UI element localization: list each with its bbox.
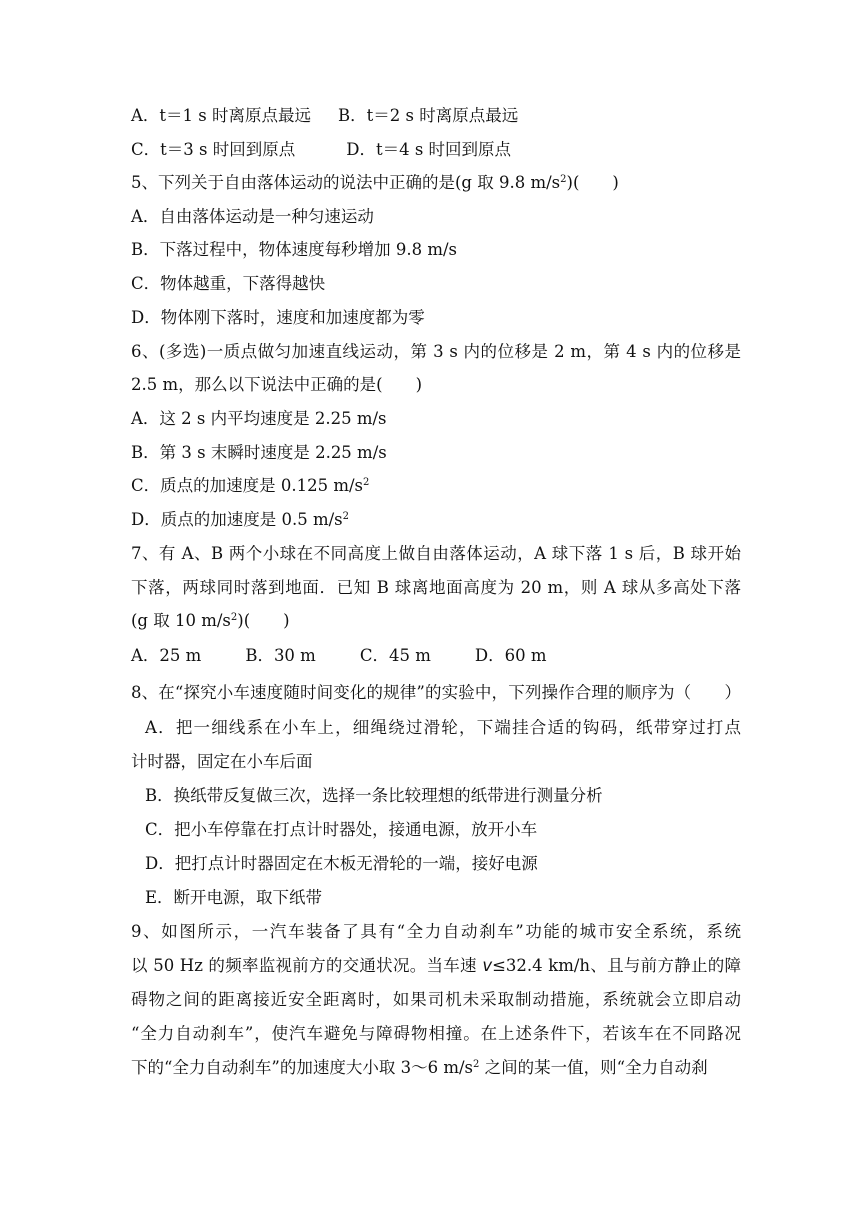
q7-stem-line-3-bracket: )( ) <box>237 611 290 630</box>
q6-option-c <box>131 476 741 496</box>
q6-option-d <box>131 510 741 530</box>
q6-stem-line-1: 6、(多选)一质点做匀加速直线运动，第 3 s 内的位移是 2 m，第 4 s 内的位移是 <box>131 342 741 361</box>
q6-option-d-text: D．质点的加速度是 0.5 m/s <box>131 510 343 529</box>
q5-stem <box>131 173 741 193</box>
q4-options-row-2 <box>131 140 741 160</box>
q5-option-a: A．自由落体运动是一种匀速运动 <box>131 207 374 226</box>
q4-option-a: A．t＝1 s 时离原点最远 <box>131 106 312 125</box>
q5-option-b: B．下落过程中，物体速度每秒增加 9.8 m/s <box>131 240 458 259</box>
q9-line-3: 碍物之间的距离接近安全距离时，如果司机未采取制动措施，系统就会立即启动 <box>131 990 741 1009</box>
q7-stem-line-3 <box>131 611 741 631</box>
q7-option-b: B．30 m <box>245 646 316 665</box>
q9-line-1: 9、如图所示，一汽车装备了具有“全力自动刹车”功能的城市安全系统，系统 <box>131 922 741 941</box>
q6-option-b: B．第 3 s 末瞬时速度是 2.25 m/s <box>131 443 387 462</box>
q7-option-c: C．45 m <box>359 646 431 665</box>
q8-option-d: D．把打点计时器固定在木板无滑轮的一端，接好电源 <box>145 854 538 873</box>
q7-options-row <box>131 646 741 666</box>
q7-stem-line-1: 7、有 A、B 两个小球在不同高度上做自由落体运动，A 球下落 1 s 后，B 球开始 <box>131 544 741 563</box>
q8-option-c: C．把小车停靠在打点计时器处，接通电源，放开小车 <box>145 820 538 839</box>
q7-stem-line-3-sup: 2 <box>230 612 238 623</box>
q4-option-d: D．t＝4 s 时回到原点 <box>346 140 512 159</box>
q9-line-5-sup: 2 <box>473 1059 480 1070</box>
q6-option-a: A．这 2 s 内平均速度是 2.25 m/s <box>131 409 387 428</box>
q8-stem: 8、在“探究小车速度随时间变化的规律”的实验中，下列操作合理的顺序为（ ） <box>131 683 741 702</box>
q8-option-b: B．换纸带反复做三次，选择一条比较理想的纸带进行测量分析 <box>145 786 603 805</box>
q9-line-4: “全力自动刹车”，使汽车避免与障碍物相撞。在上述条件下，若该车在不同路况 <box>131 1024 741 1043</box>
q4-options-row-1 <box>131 106 741 126</box>
q5-option-d: D．物体刚下落时，速度和加速度都为零 <box>131 308 425 327</box>
q9-line-5-text: 下的“全力自动刹车”的加速度大小取 3～6 m/s <box>131 1058 474 1077</box>
q5-stem-text: 5、下列关于自由落体运动的说法中正确的是(g 取 9.8 m/s <box>131 173 561 192</box>
q6-option-c-sup: 2 <box>363 477 370 488</box>
q8-option-a-line-1: A．把一细线系在小车上，细绳绕过滑轮，下端挂合适的钩码，纸带穿过打点 <box>145 718 741 737</box>
q5-stem-bracket: )( ) <box>566 173 619 192</box>
q9-line-5-rest: 之间的某一值，则“全力自动刹 <box>479 1058 708 1077</box>
q5-option-c: C．物体越重，下落得越快 <box>131 274 326 293</box>
q7-option-d: D．60 m <box>474 646 547 665</box>
q8-option-e: E．断开电源，取下纸带 <box>145 888 323 907</box>
q7-stem-line-3-text: (g 取 10 m/s <box>131 611 231 630</box>
q9-line-2-text: 以 50 Hz 的频率监视前方的交通状况。当车速 <box>131 956 483 975</box>
q8-option-a-line-2: 计时器，固定在小车后面 <box>131 752 313 771</box>
q4-option-b: B．t＝2 s 时离原点最远 <box>338 106 519 125</box>
q6-option-c-text: C．质点的加速度是 0.125 m/s <box>131 476 364 495</box>
q6-option-d-sup: 2 <box>342 511 350 522</box>
q6-stem-line-2: 2.5 m，那么以下说法中正确的是( ) <box>131 375 423 394</box>
q9-line-2-rest: ≤32.4 km/h、且与前方静止的障 <box>492 956 742 975</box>
q9-line-2 <box>131 956 741 976</box>
q9-line-5 <box>131 1058 741 1078</box>
q5-stem-sup: 2 <box>560 174 567 185</box>
q4-option-c: C．t＝3 s 时回到原点 <box>131 140 296 159</box>
q7-option-a: A．25 m <box>131 646 202 665</box>
q7-stem-line-2: 下落，两球同时落到地面．已知 B 球离地面高度为 20 m，则 A 球从多高处下落 <box>131 578 741 597</box>
q9-speed-variable: v <box>482 956 493 975</box>
